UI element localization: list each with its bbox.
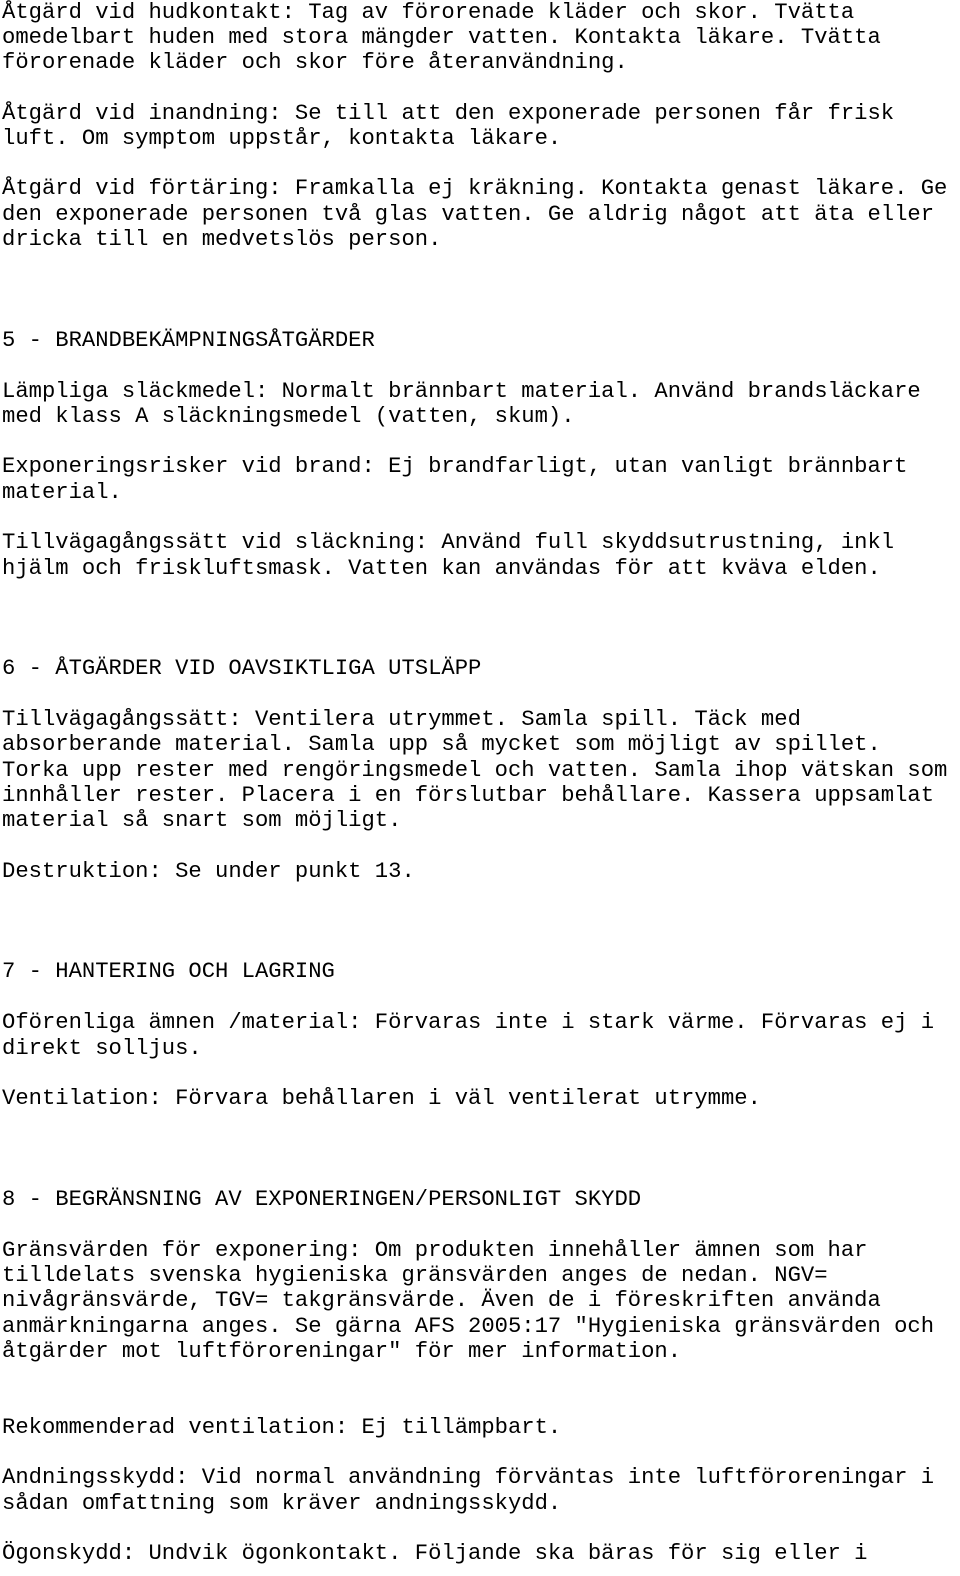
storage-ventilation-line: Ventilation: Förvara behållaren i väl ventilerat utrymme. (2, 1086, 761, 1111)
exposure-limits-line-3: nivågränsvärde, TGV= takgränsvärde. Även de i föreskriften använda (2, 1288, 881, 1313)
spill-procedure-line-5: material så snart som möjligt. (2, 808, 402, 833)
first-aid-ingestion-line-1: Åtgärd vid förtäring: Framkalla ej kräkning. Kontakta genast läkare. Ge (2, 176, 948, 201)
recommended-ventilation-line: Rekommenderad ventilation: Ej tillämpbart. (2, 1415, 562, 1440)
exposure-limits-line-2: tilldelats svenska hygieniska gränsvärden anges de nedan. NGV= (2, 1263, 828, 1288)
eye-protection-line-1: Ögonskydd: Undvik ögonkontakt. Följande ska bäras för sig eller i (2, 1541, 868, 1566)
fire-hazards-line-1: Exponeringsrisker vid brand: Ej brandfarligt, utan vanligt brännbart (2, 454, 908, 479)
extinguishing-media-line-2: med klass A släckningsmedel (vatten, skum). (2, 404, 575, 429)
first-aid-skin-line-1: Åtgärd vid hudkontakt: Tag av förorenade kläder och skor. Tvätta (2, 0, 855, 25)
section-7-heading: 7 - HANTERING OCH LAGRING (2, 959, 335, 984)
respiratory-protection-line-1: Andningsskydd: Vid normal användning förväntas inte luftföroreningar i (2, 1465, 935, 1490)
incompatible-materials-line-1: Oförenliga ämnen /material: Förvaras inte i stark värme. Förvaras ej i (2, 1010, 935, 1035)
spill-procedure-line-2: absorberande material. Samla upp så mycket som möjligt av spillet. (2, 732, 881, 757)
first-aid-ingestion-line-2: den exponerade personen två glas vatten. Ge aldrig något att äta eller (2, 202, 935, 227)
firefighting-procedure-line-1: Tillvägagångssätt vid släckning: Använd full skyddsutrustning, inkl (2, 530, 895, 555)
incompatible-materials-line-2: direkt solljus. (2, 1036, 202, 1061)
disposal-line: Destruktion: Se under punkt 13. (2, 859, 415, 884)
first-aid-inhalation-line-1: Åtgärd vid inandning: Se till att den exponerade personen får frisk (2, 101, 895, 126)
extinguishing-media-line-1: Lämpliga släckmedel: Normalt brännbart material. Använd brandsläckare (2, 379, 921, 404)
exposure-limits-line-5: åtgärder mot luftföroreningar" för mer information. (2, 1339, 682, 1364)
first-aid-inhalation-line-2: luft. Om symptom uppstår, kontakta läkare. (2, 126, 562, 151)
first-aid-skin-line-2: omedelbart huden med stora mängder vatten. Kontakta läkare. Tvätta (2, 25, 881, 50)
spill-procedure-line-4: innhåller rester. Placera i en förslutbar behållare. Kassera uppsamlat (2, 783, 935, 808)
first-aid-skin-line-3: förorenade kläder och skor före återanvändning. (2, 50, 628, 75)
fire-hazards-line-2: material. (2, 480, 122, 505)
exposure-limits-line-1: Gränsvärden för exponering: Om produkten innehåller ämnen som har (2, 1238, 868, 1263)
respiratory-protection-line-2: sådan omfattning som kräver andningsskydd. (2, 1491, 562, 1516)
spill-procedure-line-3: Torka upp rester med rengöringsmedel och vatten. Samla ihop vätskan som (2, 758, 948, 783)
first-aid-ingestion-line-3: dricka till en medvetslös person. (2, 227, 442, 252)
section-5-heading: 5 - BRANDBEKÄMPNINGSÅTGÄRDER (2, 328, 375, 353)
spill-procedure-line-1: Tillvägagångssätt: Ventilera utrymmet. Samla spill. Täck med (2, 707, 801, 732)
section-8-heading: 8 - BEGRÄNSNING AV EXPONERINGEN/PERSONLIGT SKYDD (2, 1187, 642, 1212)
firefighting-procedure-line-2: hjälm och friskluftsmask. Vatten kan användas för att kväva elden. (2, 556, 881, 581)
exposure-limits-line-4: anmärkningarna anges. Se gärna AFS 2005:17 "Hygieniska gränsvärden och (2, 1314, 935, 1339)
section-6-heading: 6 - ÅTGÄRDER VID OAVSIKTLIGA UTSLÄPP (2, 656, 482, 681)
